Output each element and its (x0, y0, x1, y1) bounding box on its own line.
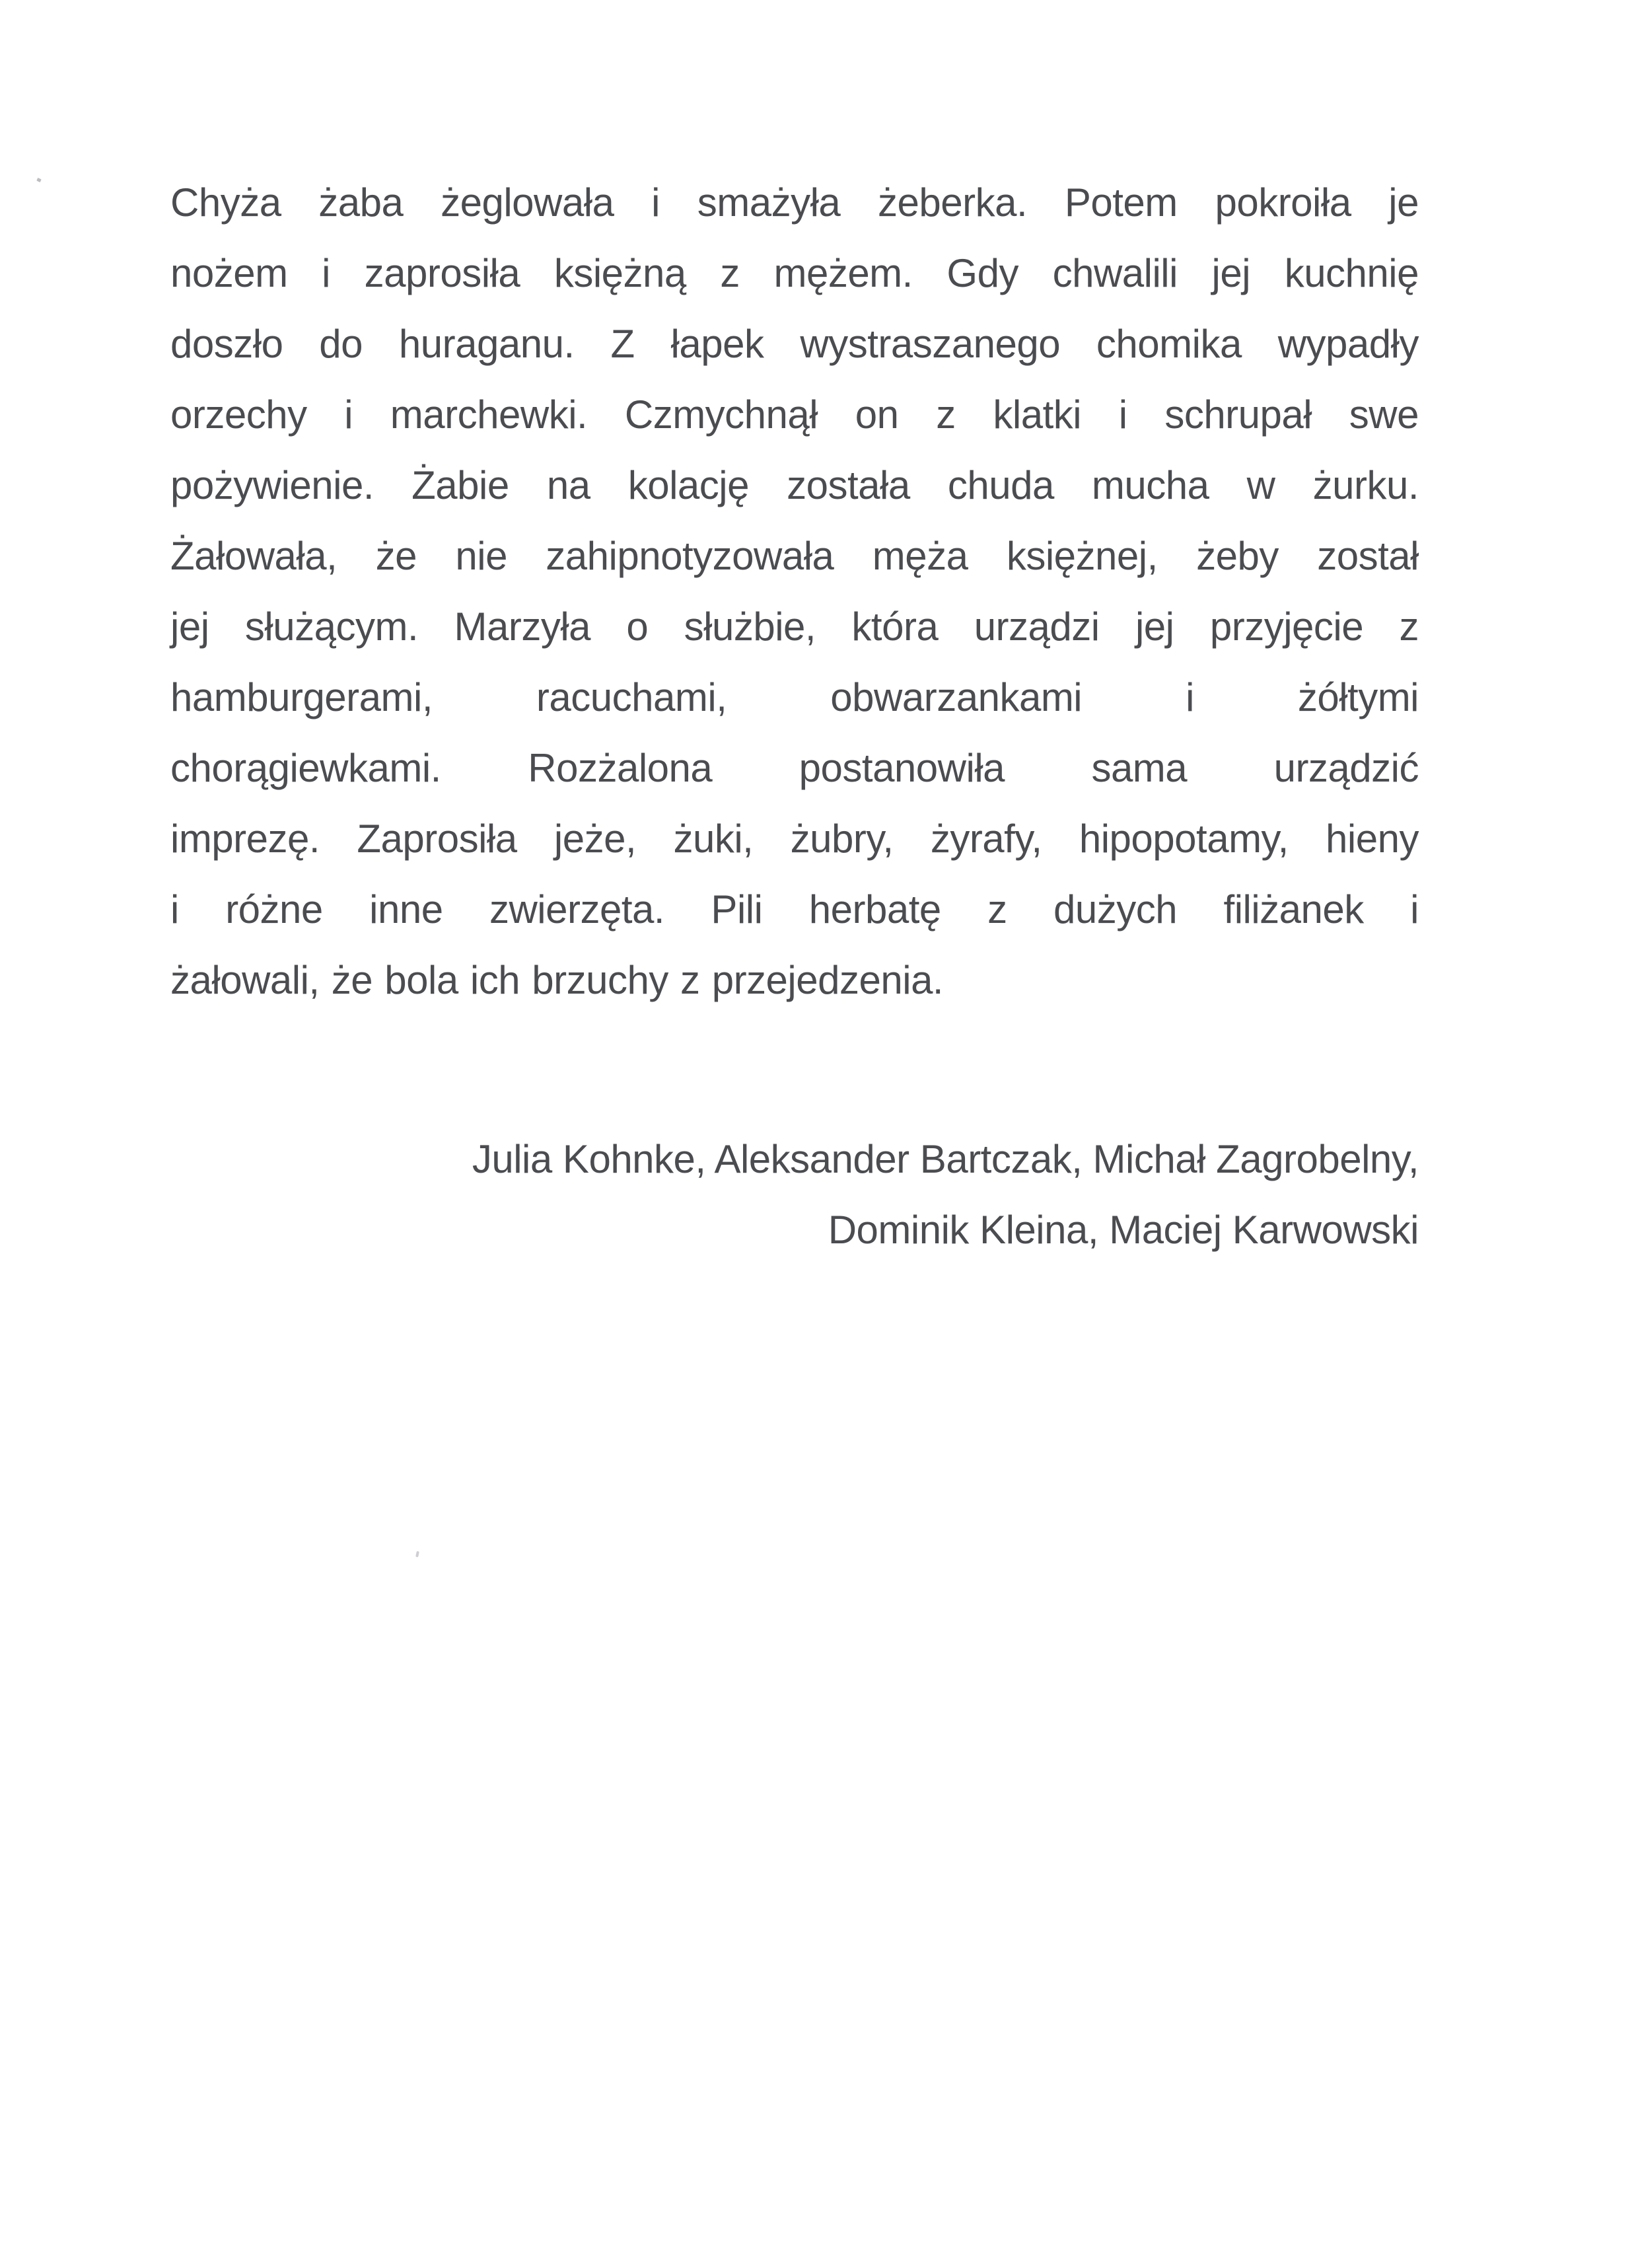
paragraph-line: orzechy i marchewki. Czmychnął on z klatki i schrupał swe (170, 392, 1419, 437)
paragraph-line: żałowali, że bola ich brzuchy z przejedzenia. (170, 958, 944, 1002)
paragraph-line: hamburgerami, racuchami, obwarzankami i żółtymi (170, 675, 1419, 719)
paragraph-line: jej służącym. Marzyła o służbie, która urządzi jej przyjęcie z (170, 604, 1419, 649)
paragraph-line: imprezę. Zaprosiła jeże, żuki, żubry, żyrafy, hipopotamy, hieny (170, 817, 1419, 861)
paragraph-line: i różne inne zwierzęta. Pili herbatę z dużych filiżanek i (170, 887, 1419, 932)
scan-speck (415, 1551, 419, 1558)
story-paragraph (170, 167, 1419, 1015)
authors-block (170, 1124, 1419, 1265)
authors-line: Dominik Kleina, Maciej Karwowski (828, 1208, 1419, 1252)
authors-line: Julia Kohnke, Aleksander Bartczak, Michał Zagrobelny, (472, 1137, 1419, 1181)
paragraph-line: chorągiewkami. Rozżalona postanowiła sama urządzić (170, 746, 1419, 790)
paragraph-line: Chyża żaba żeglowała i smażyła żeberka. Potem pokroiła je (170, 180, 1419, 225)
paragraph-line: pożywienie. Żabie na kolację została chuda mucha w żurku. (170, 463, 1419, 507)
paragraph-line: Żałowała, że nie zahipnotyzowała męża księżnej, żeby został (170, 534, 1419, 578)
paragraph-line: doszło do huraganu. Z łapek wystraszanego chomika wypadły (170, 322, 1419, 366)
scan-speck (36, 178, 42, 182)
paragraph-line: nożem i zaprosiła księżną z mężem. Gdy chwalili jej kuchnię (170, 251, 1419, 295)
